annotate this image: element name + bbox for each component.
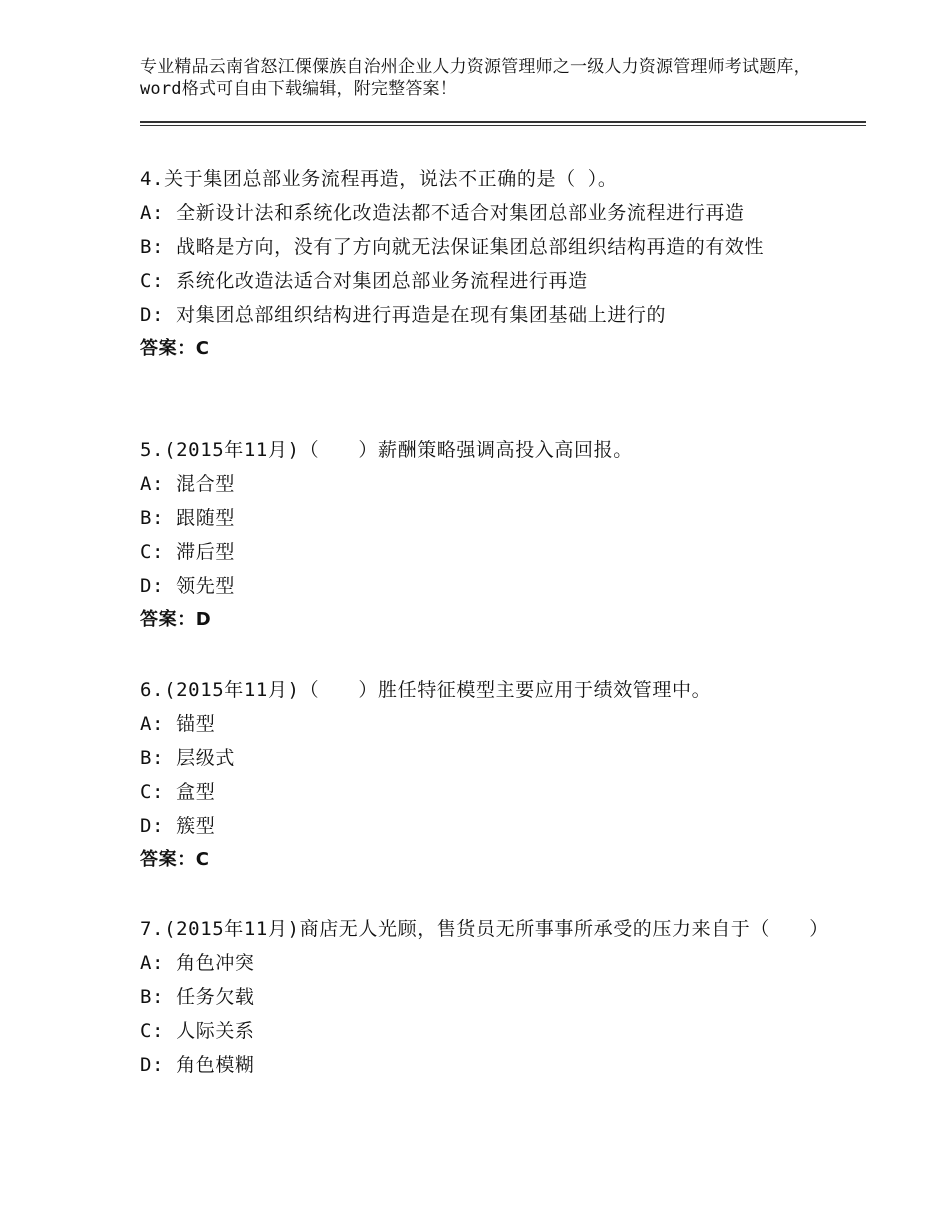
question-6 xyxy=(140,673,820,877)
question-5 xyxy=(140,433,820,637)
option-d: D: 角色模糊 xyxy=(140,1054,255,1076)
question-stem: 5.(2015年11月)（ ）薪酬策略强调高投入高回报。 xyxy=(140,439,633,461)
option-c: C: 人际关系 xyxy=(140,1020,255,1042)
question-stem: 7.(2015年11月)商店无人光顾，售货员无所事事所承受的压力来自于（ ） xyxy=(140,918,829,940)
option-a: A: 混合型 xyxy=(140,473,235,495)
option-a: A: 角色冲突 xyxy=(140,952,255,974)
header-divider-bottom xyxy=(140,125,866,126)
option-b: B: 任务欠载 xyxy=(140,986,255,1008)
document-header: 专业精品云南省怒江傈僳族自治州企业人力资源管理师之一级人力资源管理师考试题库，word格式可自由下载编辑，附完整答案！ xyxy=(140,57,811,99)
option-d: D: 领先型 xyxy=(140,575,235,597)
option-c: C: 盒型 xyxy=(140,781,216,803)
answer: 答案：D xyxy=(140,609,212,630)
question-4 xyxy=(140,162,820,366)
header-divider-top xyxy=(140,121,866,123)
option-a: A: 锚型 xyxy=(140,713,216,735)
answer: 答案：C xyxy=(140,849,210,870)
question-7 xyxy=(140,912,829,1082)
question-stem: 4.关于集团总部业务流程再造，说法不正确的是（ ）。 xyxy=(140,168,618,190)
option-b: B: 层级式 xyxy=(140,747,235,769)
option-d: D: 对集团总部组织结构进行再造是在现有集团基础上进行的 xyxy=(140,304,667,326)
option-a: A: 全新设计法和系统化改造法都不适合对集团总部业务流程进行再造 xyxy=(140,202,745,224)
option-c: C: 系统化改造法适合对集团总部业务流程进行再造 xyxy=(140,270,588,292)
option-b: B: 跟随型 xyxy=(140,507,235,529)
answer: 答案：C xyxy=(140,338,210,359)
option-d: D: 簇型 xyxy=(140,815,216,837)
question-stem: 6.(2015年11月)（ ）胜任特征模型主要应用于绩效管理中。 xyxy=(140,679,712,701)
option-b: B: 战略是方向，没有了方向就无法保证集团总部组织结构再造的有效性 xyxy=(140,236,765,258)
option-c: C: 滞后型 xyxy=(140,541,235,563)
